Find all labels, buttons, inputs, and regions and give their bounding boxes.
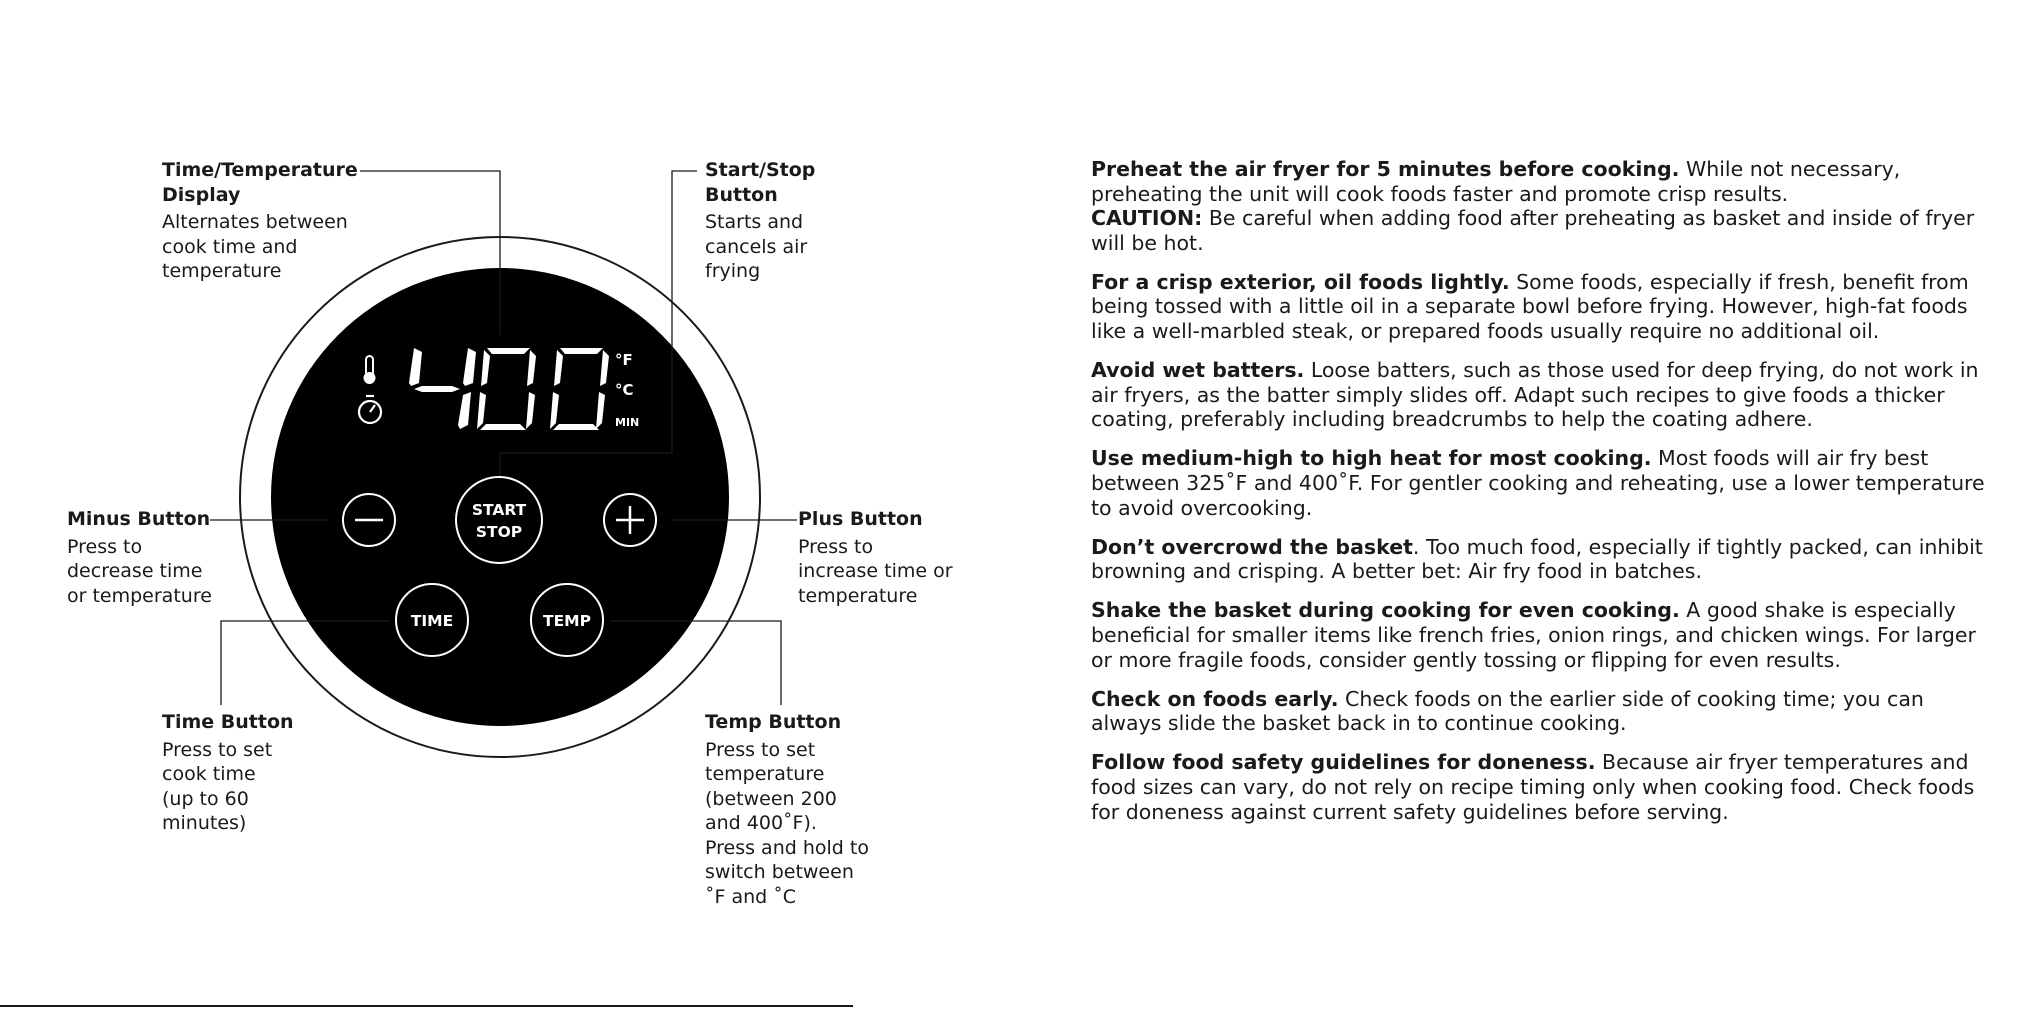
svg-text:TEMP: TEMP xyxy=(543,612,591,630)
unit-fahrenheit: °F xyxy=(615,351,633,369)
tip-shake: Shake the basket during cooking for even cooking. A good shake is especially beneficial for smaller items like french fries, onion rings, and chicken wings. For larger or more fragile foods, consider gently tossing or flipping for even results. xyxy=(1091,598,1976,672)
callout-temp-desc: Press to set temperature (between 200 and 400˚F). Press and hold to switch between ˚F and ˚C xyxy=(705,738,869,908)
bottom-divider xyxy=(0,1005,853,1007)
callout-start-stop-title-1: Start/Stop xyxy=(705,159,816,181)
temp-button[interactable] xyxy=(531,584,603,656)
tip-oil: For a crisp exterior, oil foods lightly. Some foods, especially if fresh, benefit from being tossed with a little oil in a separate bowl before frying. However, high-fat foods like a well-marbled steak, or prepared foods usually require no additional oil. xyxy=(1091,269,1969,344)
svg-text:START: START xyxy=(471,501,527,519)
callout-display-title-1: Time/Temperature xyxy=(162,159,358,181)
callout-temp-title: Temp Button xyxy=(705,711,842,733)
svg-text:STOP: STOP xyxy=(475,523,523,541)
minus-button[interactable] xyxy=(343,494,395,546)
callout-plus-desc: Press to increase time or temperature xyxy=(798,535,953,607)
tip-batters: Avoid wet batters. Loose batters, such as those used for deep frying, do not work in air fryers, as the batter simply slides off. Adapt such recipes to give foods a thicker coating, preferably including breadcrumbs to help the coating adhere. xyxy=(1091,358,1979,432)
tip-preheat: Preheat the air fryer for 5 minutes before cooking. While not necessary, preheating the unit will cook foods faster and promote crisp results. CAUTION: Be careful when adding food after preheating as basket and inside of fryer will be hot. xyxy=(1091,157,1975,255)
callout-plus xyxy=(798,507,953,608)
callout-temp xyxy=(705,710,869,909)
callout-time xyxy=(162,710,294,836)
cooking-tips xyxy=(1091,157,1991,839)
plus-button[interactable] xyxy=(604,494,656,546)
callout-display-title-2: Display xyxy=(162,183,241,206)
callout-minus-title: Minus Button xyxy=(67,508,211,530)
callout-minus xyxy=(67,507,212,608)
callout-display-desc: Alternates between cook time and temperature xyxy=(162,211,348,282)
callout-start-stop-title-2: Button xyxy=(705,183,778,206)
callout-time-title: Time Button xyxy=(162,711,294,733)
tip-check-early: Check on foods early. Check foods on the earlier side of cooking time; you can always slide the basket back in to continue cooking. xyxy=(1091,686,1924,736)
tip-heat: Use medium-high to high heat for most cooking. Most foods will air fry best between 325˚F and 400˚F. For gentler cooking and reheating, use a lower temperature to avoid overcooking. xyxy=(1091,446,1985,520)
callout-start-stop-desc: Starts and cancels air frying xyxy=(705,211,808,282)
tip-overcrowd: Don’t overcrowd the basket. Too much food, especially if tightly packed, can inhibit browning and crisping. A better bet: Air fry food in batches. xyxy=(1091,534,1983,584)
svg-text:TIME: TIME xyxy=(410,612,454,630)
start-stop-button[interactable] xyxy=(456,477,542,563)
callout-plus-title: Plus Button xyxy=(798,508,923,530)
time-button[interactable] xyxy=(396,584,468,656)
unit-minutes: MIN xyxy=(615,416,640,429)
unit-celsius: °C xyxy=(615,381,634,399)
callout-start-stop xyxy=(705,158,815,284)
callout-minus-desc: Press to decrease time or temperature xyxy=(67,535,212,607)
callout-display xyxy=(162,158,358,284)
callout-time-desc: Press to set cook time (up to 60 minutes) xyxy=(162,738,273,834)
tip-food-safety: Follow food safety guidelines for doneness. Because air fryer temperatures and food sizes can vary, do not rely on recipe timing only when cooking food. Check foods for doneness against current safety guidelines before serving. xyxy=(1091,750,1975,824)
